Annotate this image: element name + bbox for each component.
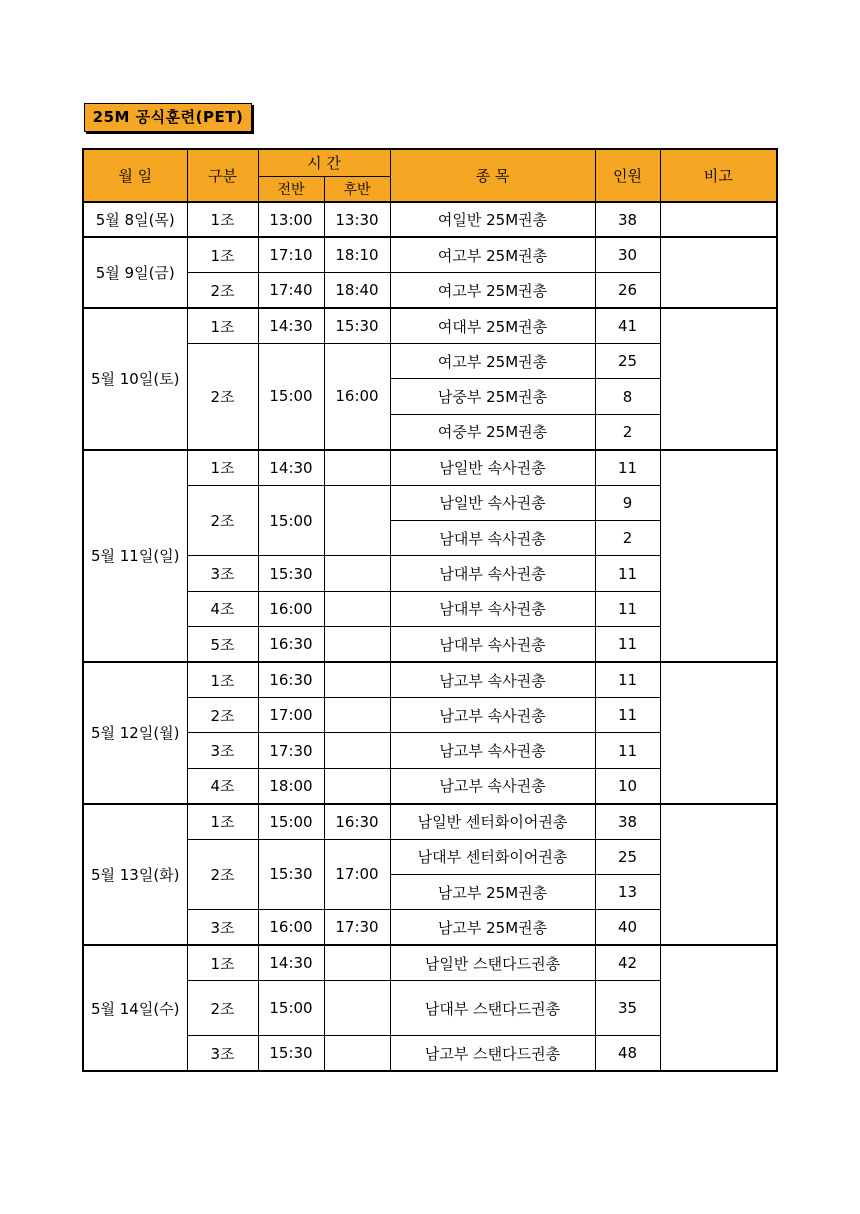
group-cell: 3조 bbox=[187, 1036, 258, 1071]
end-time-cell: 18:40 bbox=[324, 273, 390, 308]
start-time-cell: 17:00 bbox=[258, 697, 324, 732]
event-cell: 남일반 속사권총 bbox=[390, 450, 595, 485]
note-cell bbox=[660, 450, 777, 662]
start-time-cell: 15:30 bbox=[258, 1036, 324, 1071]
table-row bbox=[83, 804, 777, 839]
end-time-cell bbox=[324, 556, 390, 591]
count-cell: 11 bbox=[595, 591, 660, 626]
count-cell: 35 bbox=[595, 981, 660, 1036]
group-cell: 2조 bbox=[187, 344, 258, 450]
page-title: 25M 공식훈련(PET) bbox=[84, 103, 252, 132]
header-event: 종 목 bbox=[390, 149, 595, 202]
header-group: 구분 bbox=[187, 149, 258, 202]
start-time-cell: 15:00 bbox=[258, 981, 324, 1036]
count-cell: 48 bbox=[595, 1036, 660, 1071]
event-cell: 여고부 25M권총 bbox=[390, 344, 595, 379]
table-row bbox=[83, 237, 777, 272]
group-cell: 2조 bbox=[187, 697, 258, 732]
group-cell: 3조 bbox=[187, 910, 258, 945]
event-cell: 남대부 속사권총 bbox=[390, 521, 595, 556]
end-time-cell bbox=[324, 1036, 390, 1071]
start-time-cell: 16:30 bbox=[258, 627, 324, 662]
event-cell: 남일반 센터화이어권총 bbox=[390, 804, 595, 839]
start-time-cell: 16:00 bbox=[258, 910, 324, 945]
count-cell: 2 bbox=[595, 521, 660, 556]
schedule-body bbox=[83, 202, 777, 1071]
note-cell bbox=[660, 945, 777, 1071]
event-cell: 남고부 속사권총 bbox=[390, 733, 595, 768]
group-cell: 3조 bbox=[187, 733, 258, 768]
group-cell: 2조 bbox=[187, 485, 258, 556]
note-cell bbox=[660, 308, 777, 450]
start-time-cell: 15:30 bbox=[258, 839, 324, 910]
start-time-cell: 14:30 bbox=[258, 308, 324, 343]
event-cell: 남대부 속사권총 bbox=[390, 591, 595, 626]
end-time-cell: 18:10 bbox=[324, 237, 390, 272]
count-cell: 11 bbox=[595, 697, 660, 732]
group-cell: 1조 bbox=[187, 450, 258, 485]
count-cell: 11 bbox=[595, 733, 660, 768]
date-cell: 5월 10일(토) bbox=[83, 308, 187, 450]
group-cell: 2조 bbox=[187, 981, 258, 1036]
event-cell: 남고부 25M권총 bbox=[390, 874, 595, 909]
group-cell: 1조 bbox=[187, 202, 258, 237]
event-cell: 남고부 속사권총 bbox=[390, 697, 595, 732]
date-cell: 5월 12일(월) bbox=[83, 662, 187, 804]
schedule-table bbox=[82, 148, 778, 1072]
count-cell: 41 bbox=[595, 308, 660, 343]
event-cell: 남대부 속사권총 bbox=[390, 556, 595, 591]
group-cell: 4조 bbox=[187, 591, 258, 626]
event-cell: 남고부 속사권총 bbox=[390, 662, 595, 697]
start-time-cell: 16:00 bbox=[258, 591, 324, 626]
count-cell: 11 bbox=[595, 450, 660, 485]
event-cell: 남대부 센터화이어권총 bbox=[390, 839, 595, 874]
end-time-cell bbox=[324, 768, 390, 803]
date-cell: 5월 13일(화) bbox=[83, 804, 187, 946]
event-cell: 남중부 25M권총 bbox=[390, 379, 595, 414]
header-date: 월 일 bbox=[83, 149, 187, 202]
count-cell: 40 bbox=[595, 910, 660, 945]
start-time-cell: 13:00 bbox=[258, 202, 324, 237]
start-time-cell: 15:30 bbox=[258, 556, 324, 591]
count-cell: 25 bbox=[595, 344, 660, 379]
end-time-cell bbox=[324, 945, 390, 980]
event-cell: 남일반 스탠다드권총 bbox=[390, 945, 595, 980]
event-cell: 여고부 25M권총 bbox=[390, 273, 595, 308]
note-cell bbox=[660, 662, 777, 804]
count-cell: 11 bbox=[595, 627, 660, 662]
count-cell: 26 bbox=[595, 273, 660, 308]
table-row bbox=[83, 202, 777, 237]
group-cell: 5조 bbox=[187, 627, 258, 662]
header-note: 비고 bbox=[660, 149, 777, 202]
start-time-cell: 18:00 bbox=[258, 768, 324, 803]
end-time-cell bbox=[324, 981, 390, 1036]
start-time-cell: 15:00 bbox=[258, 804, 324, 839]
date-cell: 5월 9일(금) bbox=[83, 237, 187, 308]
start-time-cell: 15:00 bbox=[258, 344, 324, 450]
count-cell: 2 bbox=[595, 414, 660, 449]
count-cell: 30 bbox=[595, 237, 660, 272]
count-cell: 42 bbox=[595, 945, 660, 980]
end-time-cell: 16:00 bbox=[324, 344, 390, 450]
event-cell: 남고부 25M권총 bbox=[390, 910, 595, 945]
group-cell: 2조 bbox=[187, 839, 258, 910]
header-first-half: 전반 bbox=[258, 176, 324, 202]
date-cell: 5월 8일(목) bbox=[83, 202, 187, 237]
start-time-cell: 16:30 bbox=[258, 662, 324, 697]
note-cell bbox=[660, 237, 777, 308]
event-cell: 남고부 속사권총 bbox=[390, 768, 595, 803]
start-time-cell: 17:30 bbox=[258, 733, 324, 768]
end-time-cell bbox=[324, 627, 390, 662]
count-cell: 38 bbox=[595, 804, 660, 839]
count-cell: 9 bbox=[595, 485, 660, 520]
header-count: 인원 bbox=[595, 149, 660, 202]
note-cell bbox=[660, 202, 777, 237]
group-cell: 1조 bbox=[187, 308, 258, 343]
end-time-cell bbox=[324, 450, 390, 485]
note-cell bbox=[660, 804, 777, 946]
event-cell: 남일반 속사권총 bbox=[390, 485, 595, 520]
header-time: 시 간 bbox=[258, 149, 390, 176]
date-cell: 5월 11일(일) bbox=[83, 450, 187, 662]
count-cell: 10 bbox=[595, 768, 660, 803]
start-time-cell: 14:30 bbox=[258, 450, 324, 485]
count-cell: 38 bbox=[595, 202, 660, 237]
start-time-cell: 17:10 bbox=[258, 237, 324, 272]
count-cell: 25 bbox=[595, 839, 660, 874]
header-second-half: 후반 bbox=[324, 176, 390, 202]
date-cell: 5월 14일(수) bbox=[83, 945, 187, 1071]
group-cell: 1조 bbox=[187, 804, 258, 839]
table-row bbox=[83, 450, 777, 485]
start-time-cell: 15:00 bbox=[258, 485, 324, 556]
count-cell: 8 bbox=[595, 379, 660, 414]
group-cell: 4조 bbox=[187, 768, 258, 803]
event-cell: 여일반 25M권총 bbox=[390, 202, 595, 237]
event-cell: 여대부 25M권총 bbox=[390, 308, 595, 343]
table-row bbox=[83, 308, 777, 343]
count-cell: 11 bbox=[595, 556, 660, 591]
end-time-cell bbox=[324, 697, 390, 732]
event-cell: 남고부 스탠다드권총 bbox=[390, 1036, 595, 1071]
event-cell: 남대부 스탠다드권총 bbox=[390, 981, 595, 1036]
group-cell: 3조 bbox=[187, 556, 258, 591]
group-cell: 1조 bbox=[187, 237, 258, 272]
table-row bbox=[83, 662, 777, 697]
group-cell: 1조 bbox=[187, 662, 258, 697]
group-cell: 1조 bbox=[187, 945, 258, 980]
end-time-cell: 15:30 bbox=[324, 308, 390, 343]
event-cell: 여중부 25M권총 bbox=[390, 414, 595, 449]
end-time-cell bbox=[324, 733, 390, 768]
start-time-cell: 17:40 bbox=[258, 273, 324, 308]
table-row bbox=[83, 945, 777, 980]
end-time-cell bbox=[324, 662, 390, 697]
group-cell: 2조 bbox=[187, 273, 258, 308]
start-time-cell: 14:30 bbox=[258, 945, 324, 980]
event-cell: 여고부 25M권총 bbox=[390, 237, 595, 272]
end-time-cell: 13:30 bbox=[324, 202, 390, 237]
end-time-cell: 17:00 bbox=[324, 839, 390, 910]
end-time-cell bbox=[324, 591, 390, 626]
end-time-cell bbox=[324, 485, 390, 556]
end-time-cell: 17:30 bbox=[324, 910, 390, 945]
end-time-cell: 16:30 bbox=[324, 804, 390, 839]
count-cell: 11 bbox=[595, 662, 660, 697]
count-cell: 13 bbox=[595, 874, 660, 909]
event-cell: 남대부 속사권총 bbox=[390, 627, 595, 662]
